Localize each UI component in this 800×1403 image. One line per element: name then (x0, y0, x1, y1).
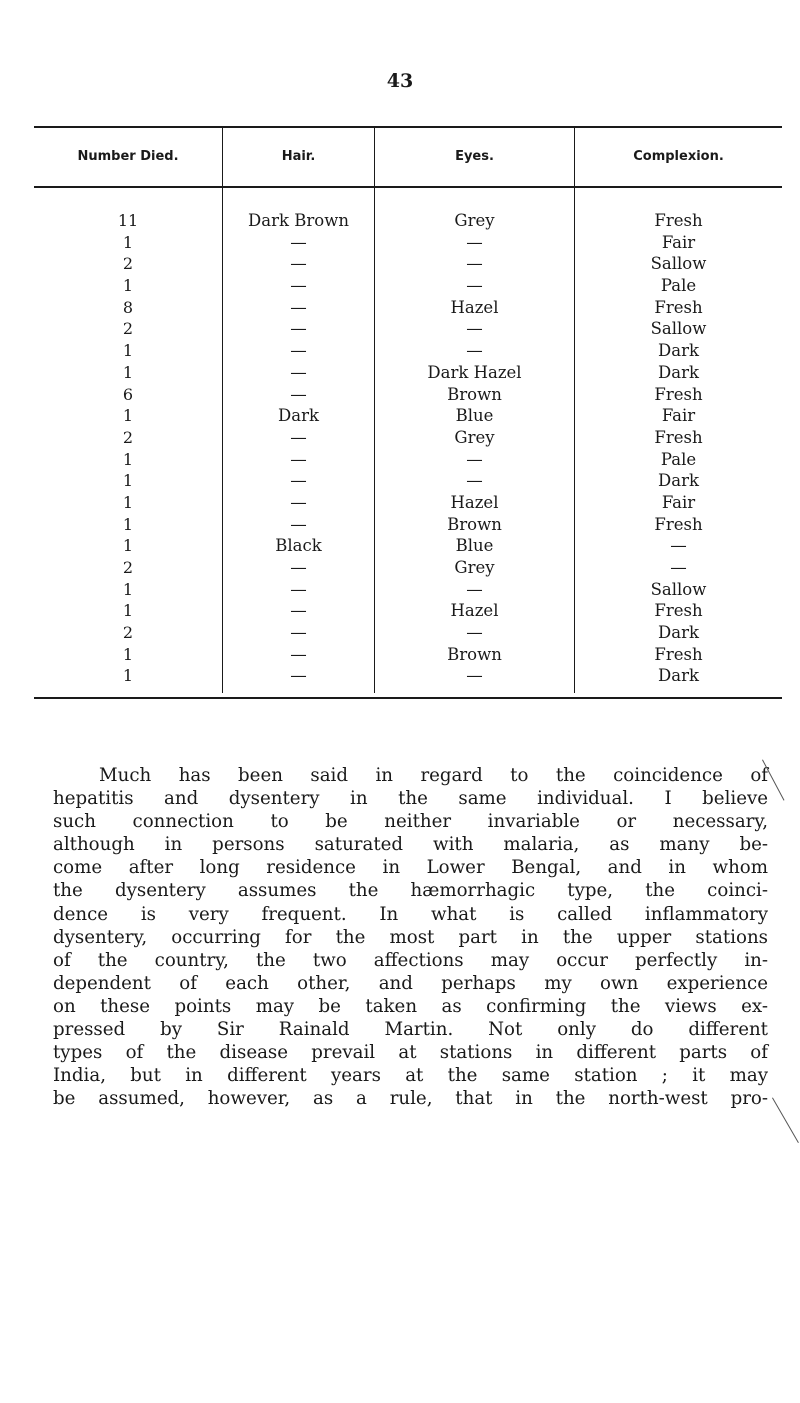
table-cell: — (290, 601, 307, 621)
table-cell: — (466, 232, 483, 252)
table-cell: — (466, 666, 483, 686)
table-cell: — (466, 623, 483, 643)
text-line: Much has been said in regard to the coincidence of (99, 765, 768, 786)
table-cell: — (466, 471, 483, 491)
table-cell: 11 (117, 211, 139, 230)
column-number-died (34, 188, 222, 693)
table-cell: Sallow (650, 254, 707, 274)
header-hair: Hair. (222, 128, 374, 186)
table-cell: Hazel (450, 492, 499, 512)
table-cell: — (290, 644, 307, 664)
table-cell: Dark Hazel (427, 362, 522, 382)
table-cell: — (290, 666, 307, 686)
table-cell: Dark Brown (248, 211, 349, 230)
body-paragraph (53, 764, 768, 1110)
text-line: pressed by Sir Rainald Martin. Not only do different (53, 1019, 768, 1041)
table-cell: 2 (122, 558, 134, 577)
table-cell: — (290, 297, 307, 317)
table-cell: Pale (660, 276, 697, 296)
table-cell: Dark (658, 623, 699, 643)
table-cell: — (466, 254, 483, 274)
table-cell: 1 (122, 492, 134, 512)
table-cell: 1 (122, 644, 134, 664)
table-cell: 1 (122, 276, 134, 296)
table-cell: Blue (455, 536, 494, 556)
table-cell: Pale (660, 449, 697, 469)
text-line: although in persons saturated with malaria, as many be- (53, 834, 768, 856)
table-cell: Fair (661, 232, 696, 252)
table-cell: Brown (447, 644, 502, 664)
table-cell: — (290, 254, 307, 274)
table-cell: 2 (122, 623, 134, 643)
table-cell: Hazel (450, 601, 499, 621)
table-cell: 1 (122, 514, 134, 534)
header-complexion: Complexion. (574, 128, 782, 186)
table-cell: 8 (122, 297, 134, 317)
column-hair (222, 188, 374, 693)
page-edge-mark (772, 1098, 799, 1144)
table-cell: — (290, 449, 307, 469)
table-cell: 6 (122, 384, 134, 404)
header-eyes: Eyes. (374, 128, 574, 186)
table-cell: 1 (122, 536, 134, 556)
table-cell: — (290, 623, 307, 643)
table-cell: Dark (658, 362, 699, 382)
table-cell: Brown (447, 514, 502, 534)
table-cell: 2 (122, 254, 134, 274)
table-cell: Dark (658, 666, 699, 686)
table-cell: 1 (122, 406, 134, 426)
table-cell: 2 (122, 319, 134, 339)
text-line: dependent of each other, and perhaps my own experience (53, 972, 768, 994)
table-cell: Hazel (450, 297, 499, 317)
text-line: of the country, the two affections may occur perfectly in- (53, 949, 768, 971)
table-cell: Fresh (654, 644, 703, 664)
table-cell: Fair (661, 406, 696, 426)
table-cell: Fair (661, 492, 696, 512)
column-eyes (374, 188, 574, 693)
table-cell: — (670, 558, 687, 577)
table-cell: 2 (122, 427, 134, 447)
text-line: dysentery, occurring for the most part in the upper stations (53, 926, 768, 948)
page-number: 43 (386, 70, 414, 92)
table-cell: Brown (447, 384, 502, 404)
table-cell: — (290, 276, 307, 296)
table-cell: — (290, 427, 307, 447)
table-cell: Fresh (654, 601, 703, 621)
table-bottom-rule (34, 697, 782, 699)
table-cell: 1 (122, 232, 134, 252)
table-cell: Fresh (654, 211, 703, 230)
text-line: come after long residence in Lower Bengal, and in whom (53, 857, 768, 879)
text-line: on these points may be taken as confirming the views ex- (53, 995, 768, 1017)
text-line: types of the disease prevail at stations in different parts of (53, 1042, 768, 1064)
table-cell: — (290, 492, 307, 512)
table-cell: 1 (122, 471, 134, 491)
text-line: hepatitis and dysentery in the same individual. I believe (53, 788, 768, 810)
text-line: India, but in different years at the same station ; it may (53, 1065, 768, 1087)
table-cell: 1 (122, 341, 134, 361)
table-cell: — (290, 341, 307, 361)
table-cell: Dark (658, 471, 699, 491)
table-cell: Fresh (654, 297, 703, 317)
text-line: the dysentery assumes the hæmorrhagic type, the coinci- (53, 880, 768, 902)
text-line: dence is very frequent. In what is called inflammatory (53, 903, 768, 925)
table-cell: — (290, 514, 307, 534)
table-cell: — (290, 579, 307, 599)
table-cell: 1 (122, 362, 134, 382)
column-complexion (574, 188, 782, 693)
table-cell: — (466, 449, 483, 469)
table-cell: Grey (454, 558, 495, 577)
table-cell: Fresh (654, 384, 703, 404)
table-cell: Sallow (650, 579, 707, 599)
table-body (34, 188, 782, 693)
table-cell: 1 (122, 449, 134, 469)
table-cell: — (290, 384, 307, 404)
table-cell: Blue (455, 406, 494, 426)
table-cell: — (290, 362, 307, 382)
data-table (34, 126, 782, 699)
table-cell: — (290, 232, 307, 252)
table-cell: Fresh (654, 514, 703, 534)
table-cell: — (466, 341, 483, 361)
table-cell: Grey (454, 211, 495, 230)
table-cell: — (670, 536, 687, 556)
table-cell: 1 (122, 666, 134, 686)
table-cell: — (466, 319, 483, 339)
table-cell: — (466, 579, 483, 599)
table-cell: Dark (658, 341, 699, 361)
table-cell: — (466, 276, 483, 296)
table-cell: — (290, 319, 307, 339)
table-cell: Black (275, 536, 322, 556)
table-cell: — (290, 558, 307, 577)
text-line: such connection to be neither invariable or necessary, (53, 811, 768, 833)
text-line: be assumed, however, as a rule, that in the north-west pro- (53, 1088, 768, 1110)
header-number-died: Number Died. (77, 149, 179, 164)
table-cell: Fresh (654, 427, 703, 447)
table-cell: Dark (278, 406, 319, 426)
table-cell: 1 (122, 601, 134, 621)
table-cell: — (290, 471, 307, 491)
table-cell: Grey (454, 427, 495, 447)
table-header-row (34, 128, 782, 186)
table-cell: 1 (122, 579, 134, 599)
table-cell: Sallow (650, 319, 707, 339)
